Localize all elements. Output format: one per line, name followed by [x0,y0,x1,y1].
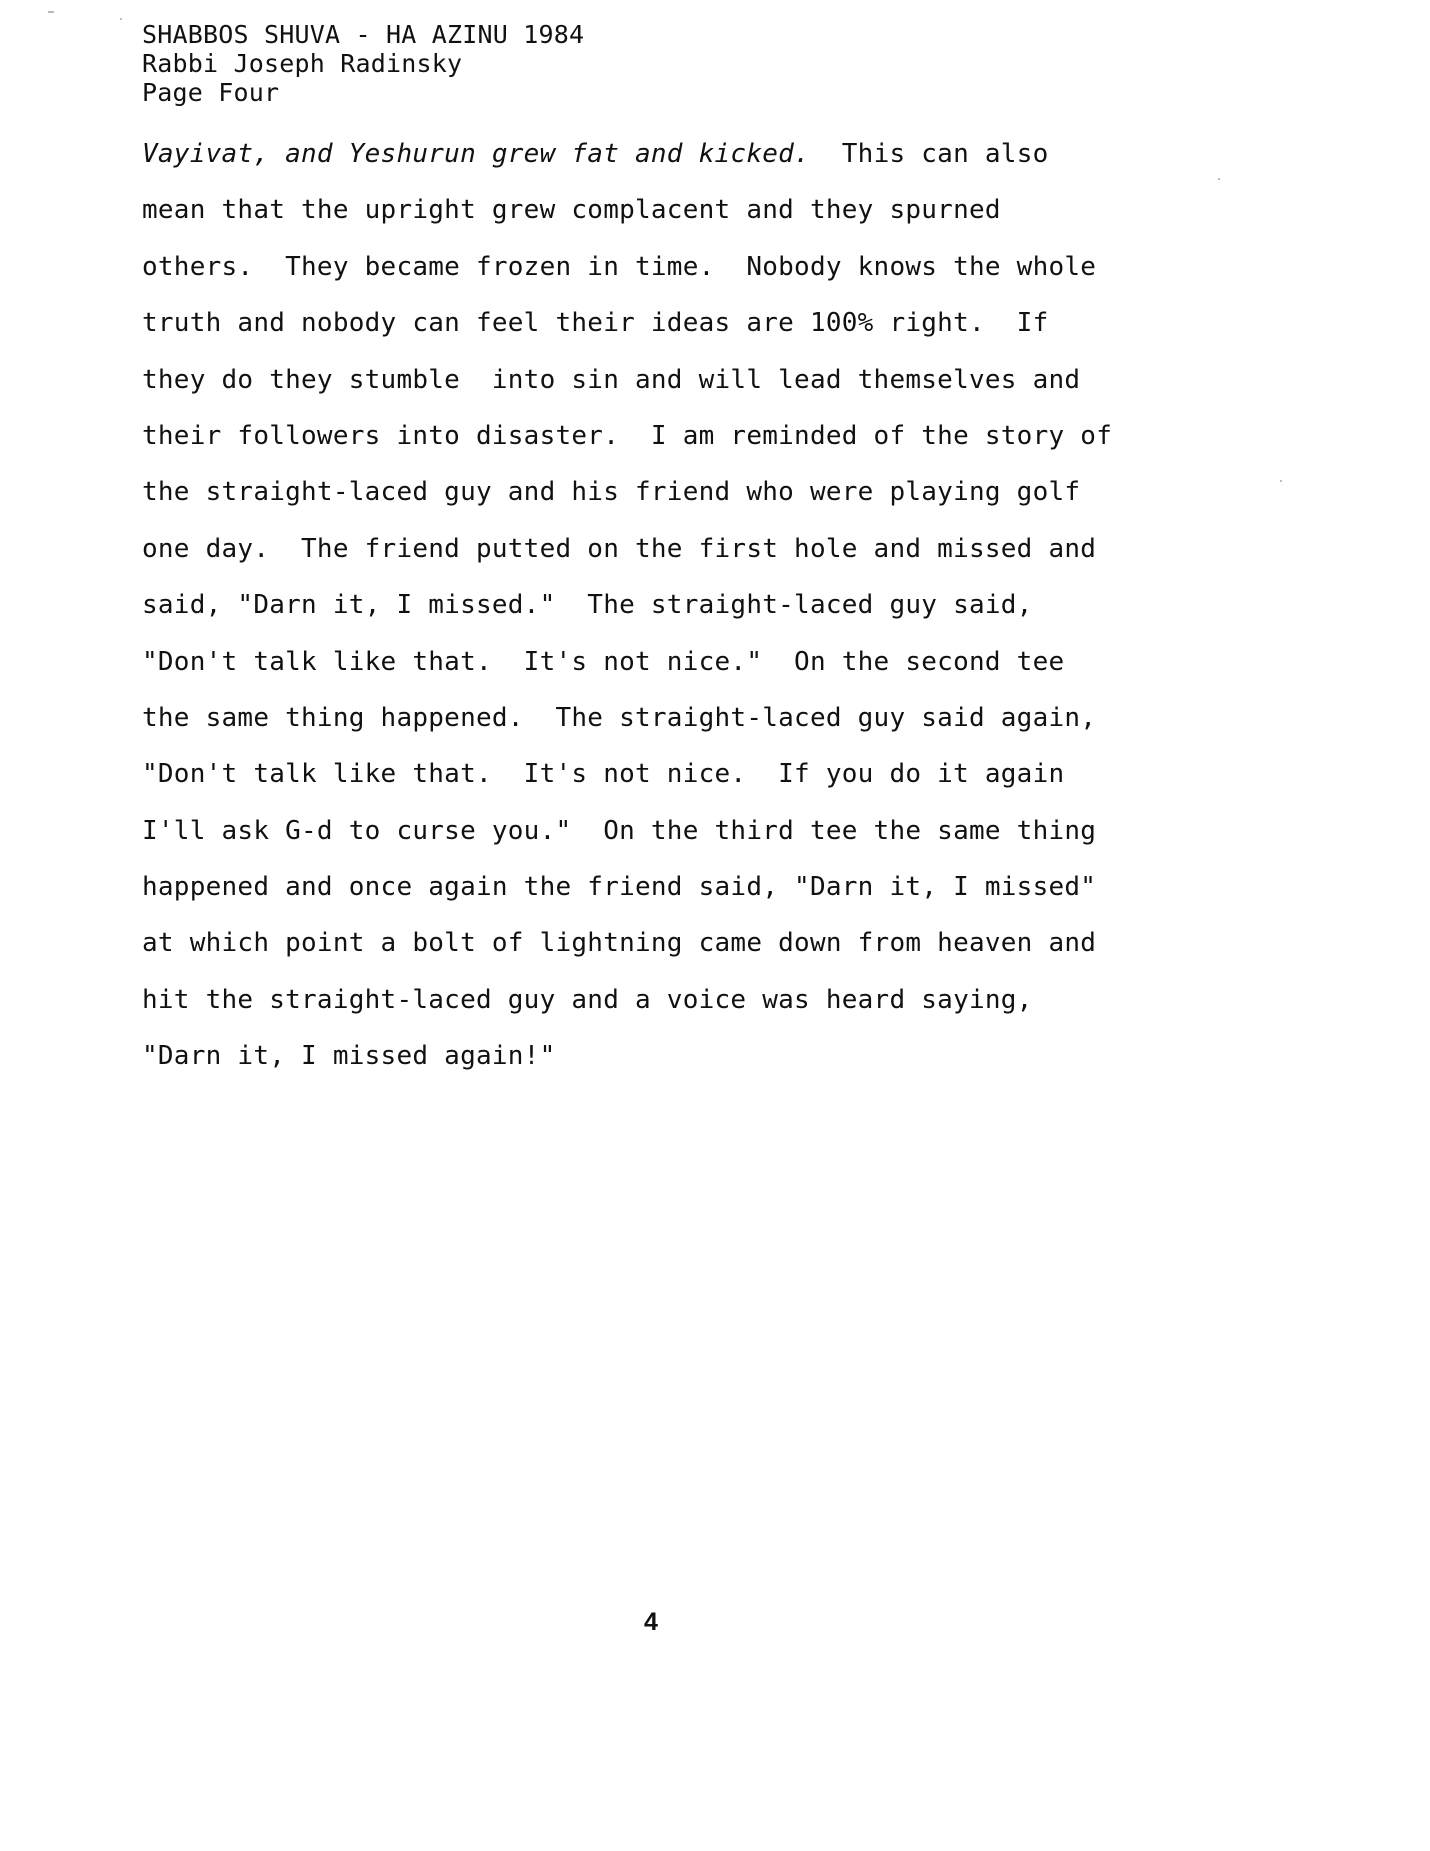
body-line: happened and once again the friend said, "Darn it, I missed" [142,872,1097,903]
body-line: "Don't talk like that. It's not nice. If you do it again [142,759,1065,790]
body-line: the straight-laced guy and his friend who were playing golf [142,477,1081,508]
body-line: said, "Darn it, I missed." The straight-laced guy said, [142,590,1033,621]
document-header [142,20,584,107]
scan-speck [120,18,122,20]
body-line: others. They became frozen in time. Nobody knows the whole [142,251,1097,282]
body-line: truth and nobody can feel their ideas are 100% right. If [142,308,1049,339]
body-line [142,126,1262,182]
body-line-rest: This can also [809,139,1049,169]
scan-speck [1280,480,1282,482]
document-title: SHABBOS SHUVA - HA AZINU 1984 [142,20,585,49]
body-line: I'll ask G-d to curse you." On the third tee the same thing [142,815,1097,846]
body-line: hit the straight-laced guy and a voice was heard saying, [142,984,1033,1015]
body-line: at which point a bolt of lightning came down from heaven and [142,928,1097,959]
sermon-body [142,126,1262,1085]
author-name: Rabbi Joseph Radinsky [142,49,463,78]
italic-quote: Vayivat, and Yeshurun grew fat and kicked. [142,139,810,169]
body-line: one day. The friend putted on the first hole and missed and [142,533,1097,564]
body-line: mean that the upright grew complacent and they spurned [142,195,1001,226]
page-number: 4 [644,1608,658,1636]
body-line: "Darn it, I missed again!" [142,1041,556,1072]
body-line: the same thing happened. The straight-laced guy said again, [142,702,1097,733]
scan-speck [48,11,54,13]
body-line: they do they stumble into sin and will lead themselves and [142,364,1081,395]
body-line: their followers into disaster. I am reminded of the story of [142,420,1113,451]
page-label: Page Four [142,78,280,107]
body-line: "Don't talk like that. It's not nice." On the second tee [142,646,1065,677]
